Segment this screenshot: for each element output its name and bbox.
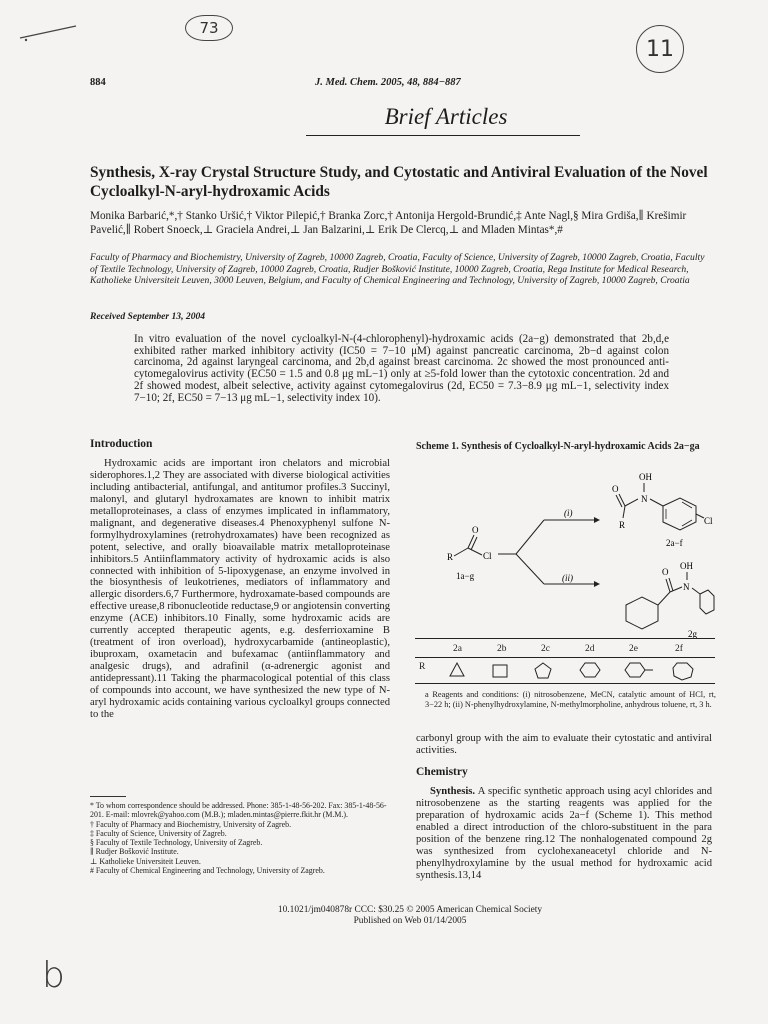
- article-title: Synthesis, X-ray Crystal Structure Study, and Cytostatic and Antiviral Evaluation of the Novel Cycloalkyl-N-aryl-hydroxamic Acids: [90, 164, 708, 200]
- table-header-2e: 2e: [629, 644, 638, 654]
- label-1a-g: 1a−g: [456, 571, 475, 581]
- label-r: R: [619, 520, 626, 530]
- footnotes: [90, 801, 390, 875]
- label-cl: Cl: [704, 516, 713, 526]
- label-oh: OH: [639, 472, 652, 482]
- received-date: Received September 13, 2004: [90, 311, 206, 322]
- pen-stroke-top-left: [18, 22, 78, 46]
- scheme-footnote: a Reagents and conditions: (i) nitrosobenzene, MeCN, catalytic amount of HCl, rt, 3−22 h; (ii) N-phenylhydroxylamine, N-methylmorpholine, anhydrous toluene, rt, 3 h.: [425, 690, 716, 709]
- introduction-heading: Introduction: [90, 438, 153, 450]
- footnote-correspondence: * To whom correspondence should be addressed. Phone: 385-1-48-56-202. Fax: 385-1-48-56-201. E-mail: mlovrek@yahoo.com (M.B.); mladen.mintas@pierre.fkit.hr (M.M.).: [90, 801, 387, 820]
- footnote-affiliation: † Faculty of Pharmacy and Biochemistry, University of Zagreb.: [90, 819, 292, 829]
- introduction-text: Hydroxamic acids are important iron chelators and microbial siderophores.1,2 They are associated with diverse biological activities including antibacterial, antifungal, and antitumor profiles.3 Succinyl, malonyl, and glutaryl hydroxamates are known to inhibit matrix metalloproteinases, a class of enzymes implicated in inflammatory, malignant, and degenerative diseases.4 Phenoxyphenyl sulfone N-formylhydroxylamines (retrohydroxamates) have been recognized as potent, selective, and orally bioavailable matrix metalloproteinase inhibitors.5 Antiinflammatory activity of hydroxamic acids is also connected with inhibition of 5-lipoxygenase, an enzyme involved in the biosynthesis of leukotrienes, mediators of inflammatory and allergic disorders.6,7 Furthermore, hydroxamate-based compounds are effective urease,8 ribonucleotide reductase,9 or angiotensin converting enzyme (ACE) inhibitors.10 Finally, some hydroxamic acids are currently accepted therapeutic agents, e.g. desferrioxamine B (treatment of iron overload), hydroxycarbamide (antineoplastic), ibuproxam, oxametacin and bufexamac (antiinflammatory and analgesic drugs), and adrafinil (α-adrenergic agonist and antidepressant).11 Taking the pharmacological potential of this class of compounds into account, we have synthesized the new type of N-aryl hydroxamic acids containing various cycloalkyl groups connected to the: [90, 457, 390, 720]
- table-header-2a: 2a: [453, 644, 462, 654]
- scheme-caption: Scheme 1. Synthesis of Cycloalkyl-N-aryl-hydroxamic Acids 2a−ga: [416, 441, 700, 452]
- author-list: Monika Barbarić,*,† Stanko Uršić,† Viktor Pilepić,† Branka Zorc,† Antonija Hergold-Brundić,‡ Ante Nagl,§ Mira Grdiša,∥ Krešimir Pavelić,∥ Robert Snoeck,⊥ Graciela Andrei,⊥ Jan Balzarini,⊥ Erik De Clercq,⊥ and Mladen Mintas*,#: [90, 210, 687, 236]
- cyclopentyl-structure: [535, 663, 551, 678]
- label-cl: Cl: [483, 551, 492, 561]
- cycloheptyl-structure: [673, 663, 693, 680]
- cyclobutyl-structure: [493, 665, 507, 677]
- footnote-rule: [90, 796, 126, 797]
- table-header-2d: 2d: [585, 644, 595, 654]
- label-n: N: [683, 582, 690, 592]
- footnote-affiliation: § Faculty of Textile Technology, University of Zagreb.: [90, 838, 263, 848]
- published-date: Published on Web 01/14/2005: [353, 915, 467, 926]
- handwritten-letter: b: [42, 955, 65, 996]
- page-number: 884: [90, 77, 106, 88]
- handwritten-number: 73: [199, 19, 219, 37]
- chemistry-heading: Chemistry: [416, 765, 468, 778]
- label-2g: 2g: [688, 629, 697, 638]
- label-step-i: (i): [564, 508, 573, 518]
- right-column: [416, 733, 712, 881]
- table-header-2b: 2b: [497, 644, 507, 654]
- journal-citation: J. Med. Chem. 2005, 48, 884−887: [315, 77, 461, 88]
- handwritten-circled-number-right: [636, 25, 684, 73]
- table-rule-top: [415, 638, 715, 639]
- label-o: O: [662, 567, 669, 577]
- synthesis-subheading: Synthesis.: [430, 785, 476, 797]
- section-heading: Brief Articles: [384, 104, 508, 129]
- table-header-2f: 2f: [675, 644, 683, 654]
- starting-acyl-chloride: [447, 525, 492, 581]
- label-o: O: [472, 525, 479, 535]
- introduction-section: [90, 439, 390, 721]
- table-header-2c: 2c: [541, 644, 550, 654]
- abstract: In vitro evaluation of the novel cycloalkyl-N-(4-chlorophenyl)-hydroxamic acids (2a−g) demonstrated that 2b,d,e exhibited rather marked inhibitory activity (IC50 = 7−10 μM) against pancreatic carcinoma, 2b−d against colon carcinoma, 2d against laryngeal carcinoma, and 2b,d against breast carcinoma. 2c showed the most pronounced anti-cytomegalovirus activity (EC50 = 1.5 and 0.8 μg mL−1) only at ≥5-fold lower than the cytotoxic concentration. 2d and 2f showed modest, albeit selective, activity against cytomegalovirus (2d, EC50 = 7.3−8.9 μg mL−1, selectivity index 7−10; 2f, EC50 = 7−13 μg mL−1, selectivity index 10).: [134, 333, 669, 404]
- label-n: N: [641, 494, 648, 504]
- intro-continuation: carbonyl group with the aim to evaluate their cytostatic and antiviral activities.: [416, 733, 712, 756]
- synthesis-text: A specific synthetic approach using acyl chlorides and nitrosobenzene as the starting reagents was applied for the preparation of hydroxamic acids 2a−f (Scheme 1). This method enabled a direct introduction of the chloro-substituent in the para position of the benzene ring.12 The nonhalogenated compound 2g was synthesized from cyclohexaneacetyl chloride and N-phenylhydroxylamine by the usual method for hydroxamic acid synthesis.13,14: [416, 785, 712, 881]
- label-o: O: [612, 484, 619, 494]
- publication-info: [200, 905, 620, 926]
- label-step-ii: (ii): [562, 573, 573, 583]
- cyclohexylmethyl-structure: [625, 663, 645, 677]
- cyclopropyl-structure: [450, 663, 464, 676]
- r-group-structures: [435, 658, 715, 682]
- label-oh: OH: [680, 561, 693, 571]
- label-2a-f: 2a−f: [666, 538, 683, 548]
- section-rule: [306, 135, 580, 136]
- table-row-label: R: [419, 662, 426, 672]
- table-rule-bottom: [415, 683, 715, 684]
- doi-line: 10.1021/jm040878r CCC: $30.25 © 2005 American Chemical Society: [277, 905, 543, 915]
- chemistry-text: [416, 786, 712, 882]
- footnote-affiliation: ‡ Faculty of Science, University of Zagreb.: [90, 828, 227, 838]
- handwritten-circled-number-top: [185, 15, 233, 41]
- affiliations: Faculty of Pharmacy and Biochemistry, University of Zagreb, 10000 Zagreb, Croatia, Faculty of Science, University of Zagreb, 10000 Zagreb, Croatia, Faculty of Textile Technology, University of Zagreb, 10000 Zagreb, Croatia, Rudjer Bošković Institute, 10000 Zagreb, Croatia, Rega Institute for Medical Research, Katholieke Universiteit Leuven, 3000 Leuven, Belgium, and Faculty of Chemical Engineering and Technology, University of Zagreb, 10000 Zagreb, Croatia: [90, 252, 705, 286]
- footnote-affiliation: ⊥ Katholieke Universiteit Leuven.: [90, 856, 201, 866]
- footnote-affiliation: ∥ Rudjer Bošković Institute.: [90, 847, 179, 857]
- reaction-scheme: [416, 462, 716, 638]
- cyclohexyl-structure: [580, 663, 600, 677]
- handwritten-number: 11: [646, 36, 674, 62]
- product-2a-f: [612, 472, 713, 548]
- label-r: R: [447, 552, 454, 562]
- product-2g: [626, 561, 714, 638]
- footnote-affiliation: # Faculty of Chemical Engineering and Technology, University of Zagreb.: [90, 866, 325, 876]
